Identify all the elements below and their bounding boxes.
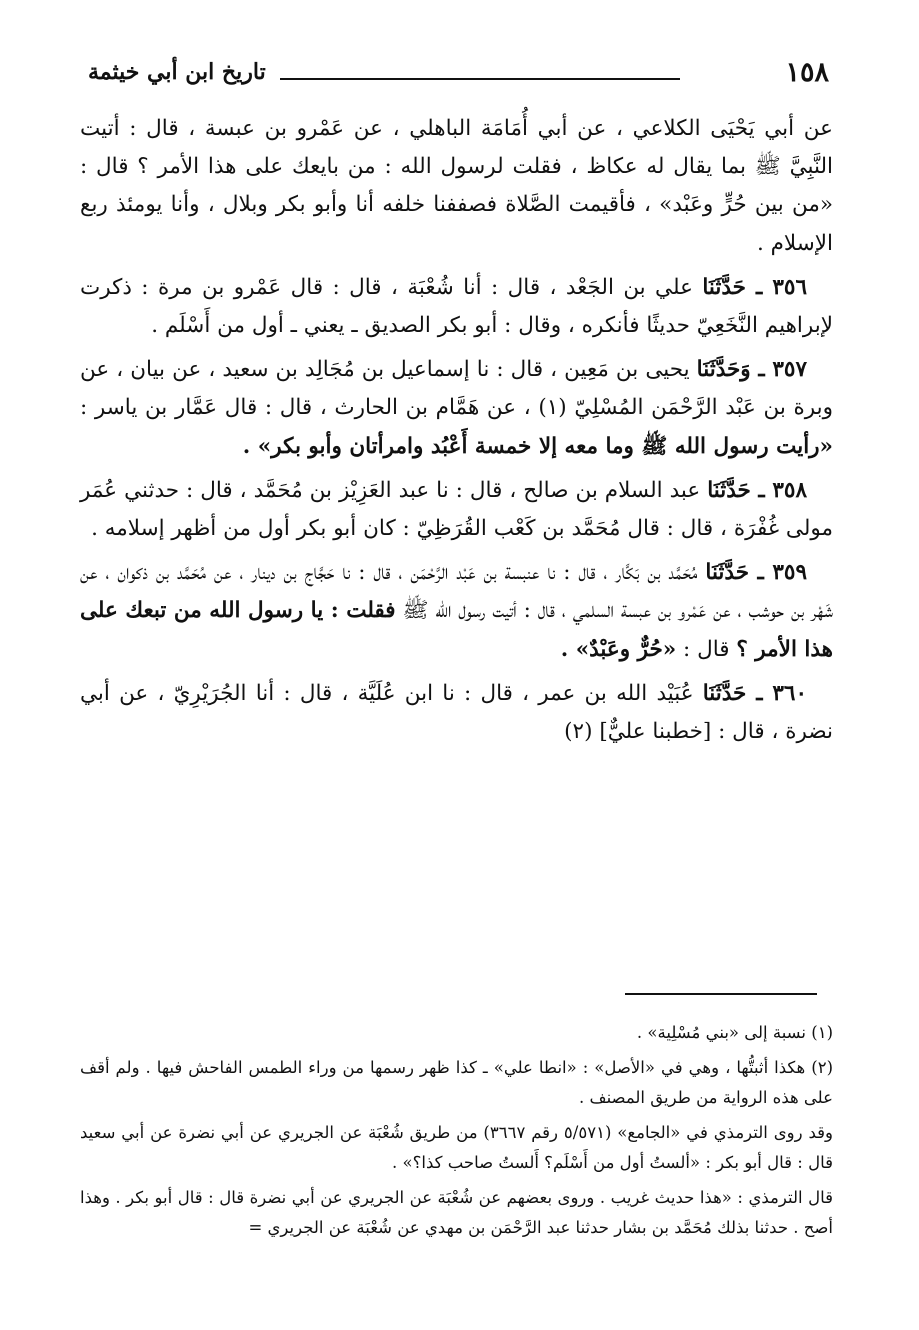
hadith-quote: «حُرٌّ وعَبْدٌ» . xyxy=(560,636,677,662)
hadith-text: عبد السلام بن صالح ، قال : نا عبد العَزِيْز بن مُحَمَّد ، قال : حدثني عُمَر مولى غُفْرَة ، قال : قال مُحَمَّد بن كَعْب القُرَظِيّ : كان أبو بكر أول من أظهر إسلامه . xyxy=(80,477,833,542)
hadith-text: مُحَمَّد بن بَكَّار ، قال : نا عنبسة بن عَبْد الرَّحْمَن ، قال : نا حَجَّاج بن دينار ، عن مُحَمَّد بن ذكوان ، عن شَهْر بن حوشب ، عن عَمْرو بن عبسة السلمي ، قال : أتيت رسول الله ﷺ xyxy=(80,560,833,624)
hadith-356 xyxy=(80,269,833,345)
footnote-2-tirmidhi: قال الترمذي : «هذا حديث غريب . وروى بعضهم عن شُعْبَة عن الجريري عن أبي نضرة قال : قال أبو بكر . وهذا أصح . حدثنا بذلك مُحَمَّد بن بشار حدثنا عبد الرَّحْمَن بن مهدي عن شُعْبَة عن الجريري = xyxy=(80,1187,833,1237)
hadith-quote: «رأيت رسول الله ﷺ وما معه إلا خمسة أَعْبُد وامرأتان وأبو بكر» . xyxy=(242,433,833,459)
hadith-bold-text: فقلت : يا رسول الله من تبعك على هذا الأمر ؟ xyxy=(80,598,833,662)
hadith-number: ٣٥٧ ـ وَحَدَّثَنَا xyxy=(696,357,808,383)
running-head xyxy=(88,52,829,92)
hadith-359 xyxy=(80,554,833,669)
footnote-2-continued: وقد روى الترمذي في «الجامع» (٥/٥٧١ رقم ٣٦٦٧) من طريق شُعْبَة عن الجريري عن أبي نضرة عن أبي سعيد قال : قال أبو بكر : «ألستُ أول من أَسْلَم؟ أَلستُ صاحب كذا؟» . xyxy=(80,1122,833,1172)
hadith-358 xyxy=(80,472,833,548)
header-rule xyxy=(280,78,680,80)
hadith-357 xyxy=(80,351,833,466)
page-number: ١٥٨ xyxy=(785,56,829,88)
hadith-360 xyxy=(80,675,833,751)
hadith-text: علي بن الجَعْد ، قال : أنا شُعْبَة ، قال : قال عَمْرو بن مرة : ذكرت لإبراهيم النَّخَعِيّ حديثًا فأنكره ، وقال : أبو بكر الصديق ـ يعني ـ أول من أَسْلَم . xyxy=(80,274,833,339)
hadith-text-end: قال : xyxy=(683,636,730,662)
footnote-2: (٢) هكذا أثبتُّها ، وهي في «الأصل» : «انطا علي» ـ كذا ظهر رسمها من وراء الطمس الفاحش فيها . ولم أقف على هذه الرواية من طريق المصنف . xyxy=(80,1057,833,1107)
footnotes xyxy=(80,1018,833,1248)
paragraph-continuation: عن أبي يَحْيَى الكلاعي ، عن أبي أُمَامَة الباهلي ، عن عَمْرو بن عبسة ، قال : أتيت النَّبِيَّ ﷺ بما يقال له عكاظ ، فقلت لرسول الله : من بايعك على هذا الأمر ؟ قال : «من بين حُرٍّ وعَبْد» ، فأقيمت الصَّلاة فصففنا خلفه أنا وأبو بكر وبلال ، وأنا يومئذ ربع الإسلام . xyxy=(80,116,833,256)
hadith-number: ٣٥٩ ـ حَدَّثَنَا xyxy=(705,560,807,586)
footnote-1: (١) نسبة إلى «بني مُسْلِية» . xyxy=(636,1023,833,1042)
book-title: تاريخ ابن أبي خيثمة xyxy=(88,59,266,85)
hadith-text: يحيى بن مَعِين ، قال : نا إسماعيل بن مُجَالِد بن سعيد ، عن بيان ، عن وبرة بن عَبْد الرَّحْمَن المُسْلِيّ (١) ، عن هَمَّام بن الحارث ، قال : قال عَمَّار بن ياسر : xyxy=(80,357,833,421)
hadith-number: ٣٦٠ ـ حَدَّثَنَا xyxy=(702,680,807,706)
footnote-rule xyxy=(625,993,817,995)
hadith-text: عُبَيْد الله بن عمر ، قال : نا ابن عُلَيَّة ، قال : أنا الجُرَيْرِيّ ، عن أبي نضرة ، قال : [خطبنا عليٌّ] (٢) xyxy=(80,680,833,745)
hadith-number: ٣٥٨ ـ حَدَّثَنَا xyxy=(707,477,807,503)
hadith-number: ٣٥٦ ـ حَدَّثَنَا xyxy=(702,274,807,300)
main-text xyxy=(80,110,833,757)
